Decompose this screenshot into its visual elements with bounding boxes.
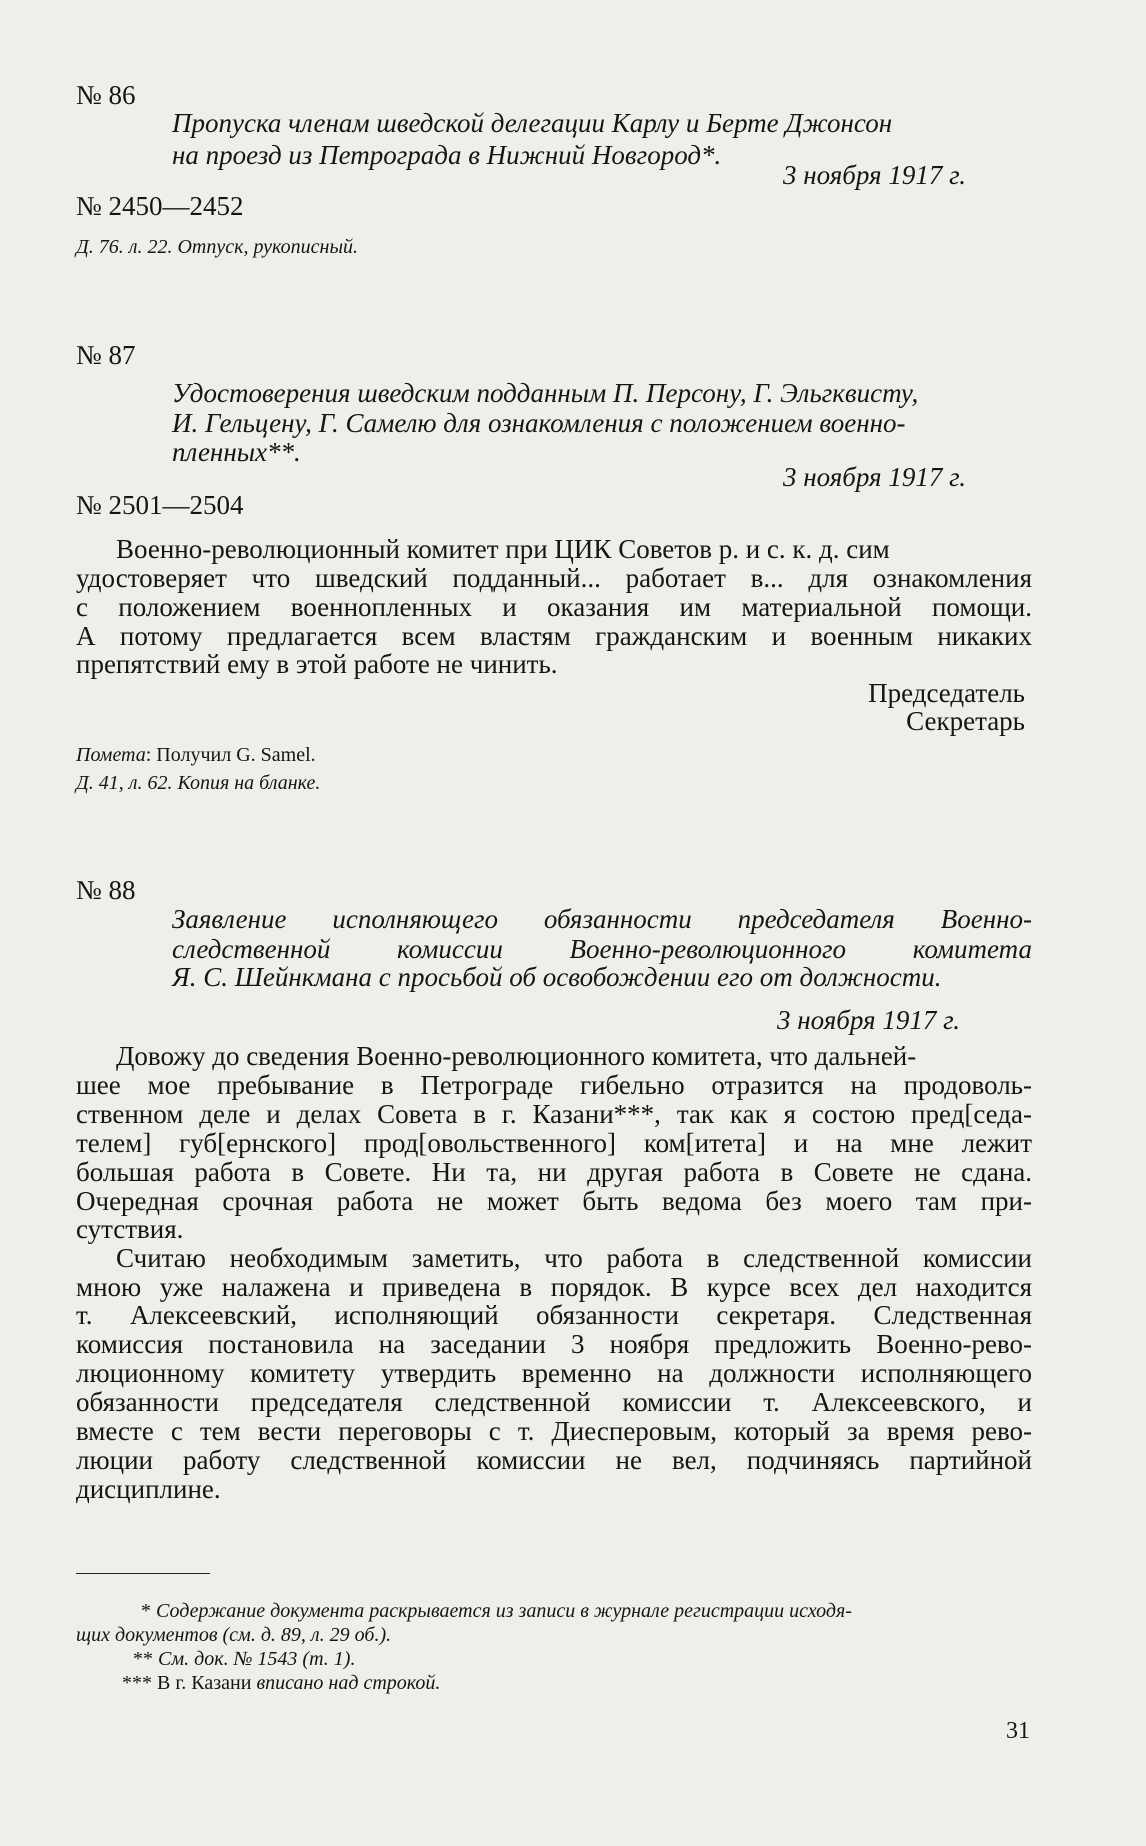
doc87-body-line-2: удостоверяет что шведский подданный... работает в... для ознакомления: [76, 563, 1032, 593]
footnote-3-mark: ***: [122, 1672, 152, 1694]
doc88-body-line-16: дисциплине.: [76, 1474, 221, 1504]
doc87-title-line-1: Удостоверения шведским подданным П. Персону, Г. Эльгквисту,: [172, 378, 919, 408]
doc88-number: № 88: [76, 875, 136, 905]
doc87-source: Д. 41, л. 62. Копия на бланке.: [76, 772, 321, 794]
doc88-body-line-14: вместе с тем вести переговоры с т. Диесперовым, который за время рево-: [76, 1416, 1032, 1446]
doc86-title-line-2: на проезд из Петрограда в Нижний Новгород*.: [172, 140, 722, 170]
doc88-body-line-2: шее мое пребывание в Петрограде гибельно отразится на продоволь-: [76, 1070, 1032, 1100]
doc87-note-text: : Получил G. Samel.: [145, 744, 316, 766]
footnote-2-mark: **: [133, 1648, 153, 1670]
doc88-body-line-7: сутствия.: [76, 1214, 184, 1244]
doc88-body-line-9: мною уже налажена и приведена в порядок. В курсе всех дел находится: [76, 1272, 1032, 1302]
doc86-number: № 86: [76, 80, 136, 110]
footnote-3-italic: вписано над строкой.: [256, 1672, 441, 1694]
doc88-title-line-3: Я. С. Шейнкмана с просьбой об освобождении его от должности.: [172, 962, 942, 992]
footnote-1-line-1: [141, 1600, 852, 1623]
doc87-number: № 87: [76, 340, 136, 370]
footnote-3-plain: В г. Казани: [157, 1672, 252, 1694]
doc88-body-line-3: ственном деле и делах Совета в г. Казани***, так как я состою пред[седа-: [76, 1099, 1032, 1129]
doc87-title-line-3: пленных**.: [172, 437, 301, 467]
doc87-signature-chair: Председатель: [868, 678, 1025, 708]
doc88-body-line-6: Очередная срочная работа не может быть ведома без моего там при-: [76, 1186, 1032, 1216]
footnote-1-mark: *: [141, 1600, 151, 1622]
doc87-signature-secretary: Секретарь: [906, 706, 1025, 736]
page-number: 31: [1006, 1718, 1030, 1744]
doc88-title-line-2: следственной комиссии Военно-революционного комитета: [172, 934, 1032, 964]
doc87-title-line-2: И. Гельцену, Г. Самелю для ознакомления с положением военно-: [172, 408, 906, 438]
doc87-date: 3 ноября 1917 г.: [782, 462, 966, 492]
doc88-body-line-4: телем] губ[ернского] прод[овольственного] ком[итета] и на мне лежит: [76, 1128, 1032, 1158]
footnote-3: [122, 1672, 440, 1695]
doc88-body-line-15: люции работу следственной комиссии не вел, подчиняясь партийной: [76, 1445, 1032, 1475]
footnote-2-text: См. док. № 1543 (т. 1).: [158, 1648, 356, 1670]
footnote-2: [133, 1648, 355, 1671]
doc86-source: Д. 76. л. 22. Отпуск, рукописный.: [76, 236, 358, 258]
doc88-body-line-8: Считаю необходимым заметить, что работа в следственной комиссии: [116, 1243, 1032, 1273]
doc88-body-line-1: Довожу до сведения Военно-революционного комитета, что дальней-: [116, 1041, 917, 1071]
doc86-date: 3 ноября 1917 г.: [782, 160, 966, 190]
doc86-reg-number: № 2450—2452: [76, 191, 244, 221]
doc87-body-line-5: препятствий ему в этой работе не чинить.: [76, 649, 558, 679]
doc88-body-line-5: большая работа в Совете. Ни та, ни другая работа в Совете не сдана.: [76, 1157, 1032, 1187]
doc87-body-line-1: Военно-революционный комитет при ЦИК Советов р. и с. к. д. сим: [116, 534, 890, 564]
footnote-rule: [76, 1573, 210, 1574]
doc87-body-line-4: А потому предлагается всем властям гражданским и военным никаких: [76, 621, 1032, 651]
doc88-title-line-1: Заявление исполняющего обязанности председателя Военно-: [172, 904, 1032, 934]
doc87-note-label: Помета: [76, 744, 146, 766]
doc87-body-line-3: с положением военнопленных и оказания им материальной помощи.: [76, 592, 1032, 622]
footnote-1-line-2: щих документов (см. д. 89, л. 29 об.).: [76, 1624, 392, 1646]
doc88-body-line-11: комиссия постановила на заседании 3 ноября предложить Военно-рево-: [76, 1329, 1032, 1359]
doc86-title-line-1: Пропуска членам шведской делегации Карлу и Берте Джонсон: [172, 108, 893, 138]
doc88-body-line-13: обязанности председателя следственной комиссии т. Алексеевского, и: [76, 1387, 1032, 1417]
doc87-note: [76, 744, 316, 767]
doc88-body-line-10: т. Алексеевский, исполняющий обязанности секретаря. Следственная: [76, 1300, 1032, 1330]
doc88-body-line-12: люционному комитету утвердить временно на должности исполняющего: [76, 1358, 1032, 1388]
footnote-1-text: Содержание документа раскрывается из записи в журнале регистрации исходя-: [156, 1600, 852, 1622]
doc88-date: 3 ноября 1917 г.: [776, 1005, 960, 1035]
doc87-reg-number: № 2501—2504: [76, 490, 244, 520]
